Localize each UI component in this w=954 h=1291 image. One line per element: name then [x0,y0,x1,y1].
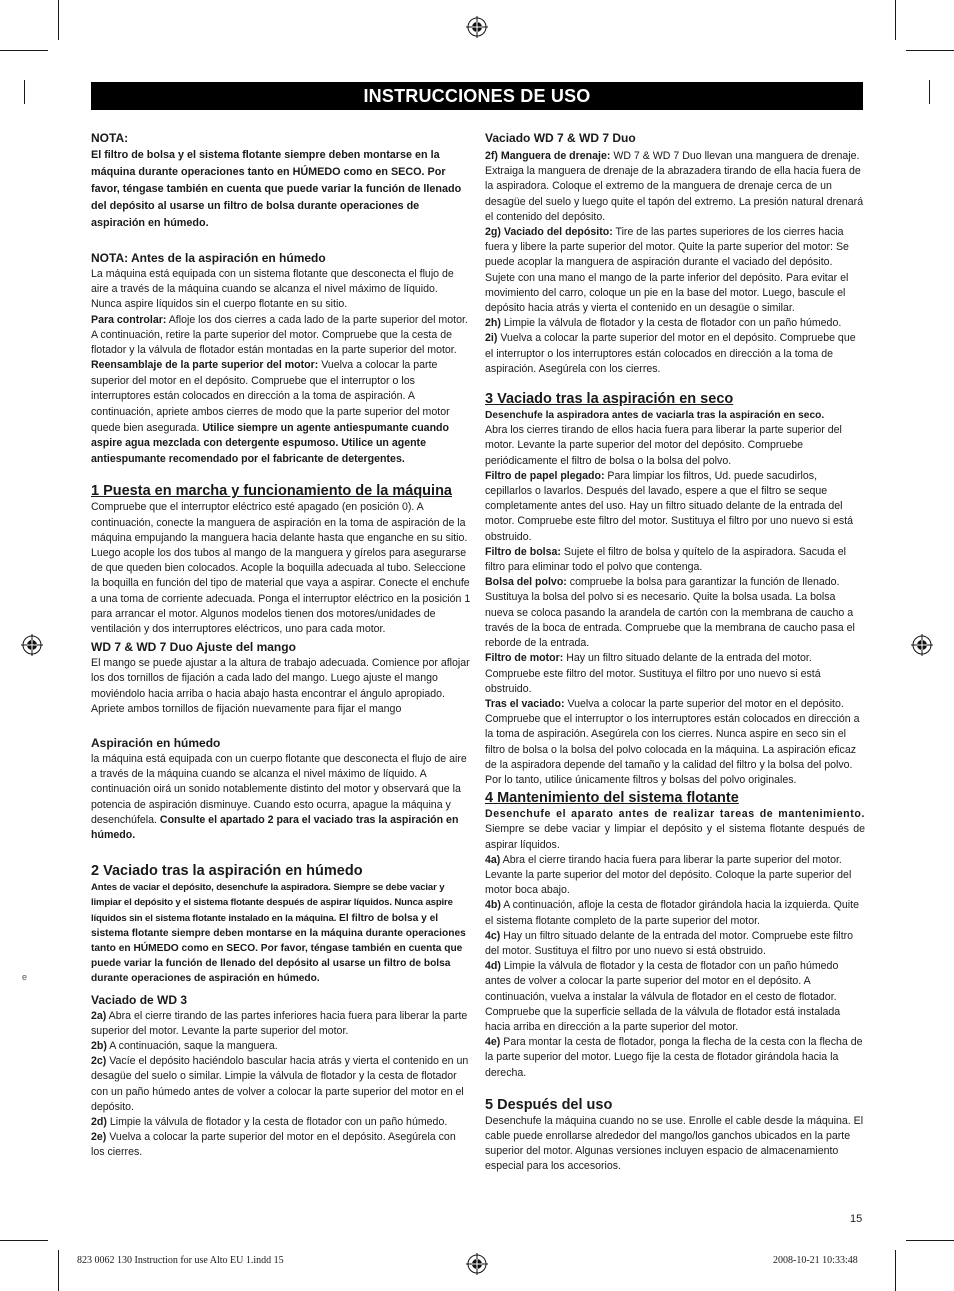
step-item [485,929,865,959]
step-text: Limpie la válvula de flotador y la cesta de flotador con un paño húmedo. [500,317,842,330]
left-column [91,130,471,1161]
step-label: 2a) [91,1009,107,1022]
step-label: 4e) [485,1036,501,1049]
registration-mark-icon [21,634,43,656]
step-item [485,898,865,928]
registration-mark-icon [911,634,933,656]
step-item [485,149,865,225]
step-label: 2h) [485,317,501,330]
step-text: Vuelva a colocar la parte superior del motor en el depósito. Compruebe que el interruptor o los interruptores están colocados en dirección a la toma de aspiración. Asegúrela con los cierres. Nunca aspire en seco sin el filtro de bolsa o la bolsa del polvo colocada en la máquina. La aspiración eficaz de la aspiradora depende del tamaño y la calidad del filtro y la bolsa del polvo. Por lo tanto, utilice únicamente filtros y bolsas del polvo originales. [485,697,860,786]
step-item [485,316,865,331]
wd7-handle-body: El mango se puede ajustar a la altura de trabajo adecuada. Comience por aflojar los dos tornillos de fijación a cada lado del mango. Luego ajuste el mango moviéndolo hacia arriba o hacia abajo hasta encontrar el ángulo apropiado. Apriete ambos tornillos de fijación nuevamente para fijar el mango [91,657,470,715]
step-item [91,1130,471,1160]
step-item [485,575,865,651]
step-text: Tire de las partes superiores de los cierres hacia fuera y libere la parte superior del motor. Quite la parte superior del motor: Se puede acoplar la manguera de aspiración durante el vaciado del depósito. Sujete con una mano el mango de la parte inferior del depósito. Para evitar el movimiento del carro, coloque un pie en la base del motor. Luego, bascule el depósito hacia atrás y vierta el contenido en un desagüe o similar. [485,226,849,315]
step-label: 2e) [91,1131,107,1144]
section-1-body: Compruebe que el interruptor eléctrico esté apagado (en posición 0). A continuación, conecte la manguera de aspiración en la toma de aspiración de la máquina empujando la manguera hacia delante hasta que enganche en su sitio. Luego acople los dos tubos al mango de la manguera y gírelos para asegurarse de que queden bien colocados. Acople la boquilla adecuada al tubo. Seleccione la boquilla en función del tipo de material que vaya a aspirar. Conecte el enchufe a una toma de corriente adecuada. Ponga el interruptor eléctrico en la posición 1 para arrancar el motor. Algunos modelos tienen dos motores/unidades de ventilación y dos interruptores eléctricos, uno para cada motor. [91,501,471,635]
step-label: 4b) [485,899,501,912]
step-item [91,1115,471,1130]
step-label: Filtro de papel plegado: [485,469,605,482]
step-item [485,469,865,545]
step-item [485,853,865,899]
wet-vacuuming-heading: Aspiración en húmedo [91,736,221,751]
section-3-heading: 3 Vaciado tras la aspiración en seco [485,391,734,408]
step-text: WD 7 & WD 7 Duo llevan una manguera de drenaje. Extraiga la manguera de drenaje de la abrazadera tirando de ella hacia fuera de la aspiradora. Coloque el extremo de la manguera de drenaje cerca de un desagüe del suelo y luego quite el tapón del extremo. La presión natural drenará el contenido del depósito. [485,150,864,223]
registration-mark-icon [466,16,488,38]
step-item [91,1009,471,1039]
step-item [485,331,865,377]
section-5-heading: 5 Después del uso [485,1096,613,1113]
step-text: A continuación, afloje la cesta de flotador girándola hacia la izquierda. Quite el sistema flotante completo de la parte superior del motor. [485,899,859,927]
page-title: INSTRUCCIONES DE USO [91,82,863,110]
step-label: 4c) [485,929,501,942]
step-label: Filtro de bolsa: [485,545,561,558]
footer-file-info: 823 0062 130 Instruction for use Alto EU 1.indd 15 [77,1255,284,1266]
section-5-body: Desenchufe la máquina cuando no se use. Enrolle el cable desde la máquina. El cable puede enrollarse alrededor del mango/los ganchos ubicados en la parte superior del motor. Algunas versiones incluyen espacio de almacenamiento especial para los accesorios. [485,1114,864,1173]
section-4-intro: Desenchufe el aparato antes de realizar tareas de mantenimiento. Siempre se debe vaciar y limpiar el depósito y el sistema flotante después de aspirar líquidos. [485,808,865,851]
section-3-body: Abra los cierres tirando de ellos hacia fuera para liberar la parte superior del motor. Levante la parte superior del motor del depósito. Compruebe periódicamente el filtro de bolsa o la bolsa del polvo. [485,424,842,467]
nota-body: El filtro de bolsa y el sistema flotante siempre deben montarse en la máquina durante operaciones tanto en HÚMEDO como en SECO. Por favor, téngase también en cuenta que puede variar la función de llenado del depósito al usarse un filtro de bolsa durante operaciones de aspiración en húmedo. [91,149,462,229]
section-3-warning: Desenchufe la aspiradora antes de vaciarla tras la aspiración en seco. [485,410,825,422]
section-2-intro: Antes de vaciar el depósito, desenchufe la aspiradora. Siempre se debe vaciar y limpiar el depósito y el sistema flotante después de aspirar líquidos. Nunca aspire líquidos sin el sistema flotante instalado en la máquina. El filtro de bolsa y el sistema flotante siempre deben montarse en la máquina durante operaciones tanto en HÚMEDO como en SECO. Por favor, téngase también en cuenta que puede variar la función de llenado del depósito al usarse un filtro de bolsa durante operaciones de aspiración en húmedo. [91,882,466,985]
step-label: 2f) Manguera de drenaje: [485,150,611,162]
nota-wet-control: Para controlar: Afloje los dos cierres a cada lado de la parte superior del motor. A continuación, retire la parte superior del motor. Compruebe que la cesta de flotador y la válvula de flotador están montadas en la parte superior del motor. [91,313,468,357]
step-label: Filtro de motor: [485,652,564,665]
section-1-heading: 1 Puesta en marcha y funcionamiento de la máquina [91,483,452,500]
step-text: Para limpiar los filtros, Ud. puede sacudirlos, cepillarlos o lavarlos. Después del lavado, espere a que el filtro se seque completamente antes del uso. Hay un filtro situado delante de la entrada del motor. Compruebe este filtro del motor. Sustituya el filtro por uno nuevo si está obstruido. [485,469,854,543]
wd7-handle-heading: WD 7 & WD 7 Duo Ajuste del mango [91,640,296,655]
step-text: Hay un filtro situado delante de la entrada del motor. Compruebe este filtro del motor. Sustituya el filtro por uno nuevo si está obstruido. [485,652,821,695]
step-text: Abra el cierre tirando hacia fuera para liberar la parte superior del motor. Levante la parte superior del motor del depósito. Coloque la parte superior del motor boca abajo. [485,853,852,897]
step-text: Vuelva a colocar la parte superior del motor en el depósito. Compruebe que el interruptor o los interruptores están colocados en dirección a la toma de aspiración. Asegúrela con los cierres. [485,332,856,375]
right-column [485,130,865,1175]
nota-wet-heading: NOTA: Antes de la aspiración en húmedo [91,251,326,265]
step-text: A continuación, saque la manguera. [106,1040,278,1053]
step-text: Abra el cierre tirando de las partes inferiores hacia fuera para liberar la parte superior del motor. Levante la parte superior del motor. [91,1009,468,1037]
step-text: Sujete el filtro de bolsa y quítelo de la aspiradora. Sacuda el filtro para eliminar todo el polvo que contenga. [485,545,846,574]
footer-timestamp: 2008-10-21 10:33:48 [773,1255,858,1266]
section-3-items [485,469,865,788]
step-label: 4d) [485,960,501,973]
nota-heading: NOTA: [91,131,129,145]
step-label: 2c) [91,1055,107,1068]
step-text: Hay un filtro situado delante de la entrada del motor. Compruebe este filtro del motor. Sustituya el filtro por uno nuevo si está obstruido. [485,929,854,957]
step-item [485,1035,865,1081]
nota-wet-reassembly: Reensamblaje de la parte superior del motor: Vuelva a colocar la parte superior del motor en el depósito. Compruebe que el interruptor o los interruptores están colocados en dirección a la toma de aspiración. A continuación, apriete ambos cierres de modo que la parte superior del motor quede bien asegurada. Utilice siempre un agente antiespumante cuando aspire agua mezclada con detergente espumoso. Utilice un agente antiespumante recomendado por el fabricante de detergentes. [91,359,450,465]
step-item [485,959,865,1035]
step-text: Limpie la válvula de flotador y la cesta de flotador con un paño húmedo. [106,1116,448,1129]
page-number: 15 [850,1213,863,1225]
step-text: Vuelva a colocar la parte superior del motor en el depósito. Asegúrela con los cierres. [91,1131,456,1159]
step-label: 2b) [91,1040,107,1053]
step-text: Limpie la válvula de flotador y la cesta de flotador con un paño húmedo antes de volver a colocar la parte superior del motor en el depósito. A continuación, vuelva a instalar la válvula de flotador en el cesto de flotador. Compruebe que la superficie sellada de la válvula de flotador está instalada hacia arriba en dirección a la parte superior del motor. [485,960,841,1033]
step-label: 2g) Vaciado del depósito: [485,226,613,239]
step-item [485,651,865,697]
step-label: 2d) [91,1116,107,1129]
step-label: 2i) [485,332,498,345]
step-text: Para montar la cesta de flotador, ponga la flecha de la cesta con la flecha de la parte superior del motor. Luego fije la cesta de flotador girándola hacia la derecha. [485,1036,863,1079]
step-text: Vacíe el depósito haciéndolo bascular hacia atrás y vierta el contenido en un desagüe del suelo o similar. Limpie la válvula de flotador y la cesta de flotador con un paño húmedo antes de volver a colocar la parte superior del motor en el depósito. [91,1055,469,1113]
stray-mark: e [22,972,28,982]
wd3-steps-list [91,1009,471,1161]
step-text: compruebe la bolsa para garantizar la función de llenado. Sustituya la bolsa del polvo si es necesario. Quite la bolsa usada. La bolsa nueva se coloca pasando la arandela de cartón con la membrana de caucho a través de la boca de entrada. Compruebe que la membrana de caucho pasa el reborde de la entrada. [485,576,855,650]
step-label: Bolsa del polvo: [485,576,567,589]
step-label: 4a) [485,853,501,866]
wd3-heading: Vaciado de WD 3 [91,992,188,1007]
step-item [91,1039,471,1054]
step-item [485,697,865,788]
wd7-emptying-heading: Vaciado WD 7 & WD 7 Duo [485,131,636,145]
step-item [485,225,865,316]
section-2-heading: 2 Vaciado tras la aspiración en húmedo [91,863,363,880]
wd7-steps-list [485,149,865,377]
section-4-heading: 4 Mantenimiento del sistema flotante [485,790,739,807]
wet-vacuuming-body: la máquina está equipada con un cuerpo flotante que desconecta el flujo de aire a través de la máquina cuando se alcanza el nivel máximo de líquido. A continuación oirá un sonido notablemente distinto del motor y observará que la potencia de aspiración disminuye. Cuando esto ocurra, apague la máquina y desenchúfela. Consulte el apartado 2 para el vaciado tras la aspiración en húmedo. [91,753,467,842]
step-label: Tras el vaciado: [485,697,565,710]
registration-mark-icon [466,1253,488,1275]
step-item [91,1054,471,1115]
section-4-steps [485,853,865,1081]
step-item [485,545,865,575]
nota-wet-intro: La máquina está equipada con un sistema flotante que desconecta el flujo de aire a través de la máquina cuando se alcanza el nivel máximo de líquido. Nunca aspire líquidos sin el cuerpo flotante en su sitio. [91,268,454,311]
